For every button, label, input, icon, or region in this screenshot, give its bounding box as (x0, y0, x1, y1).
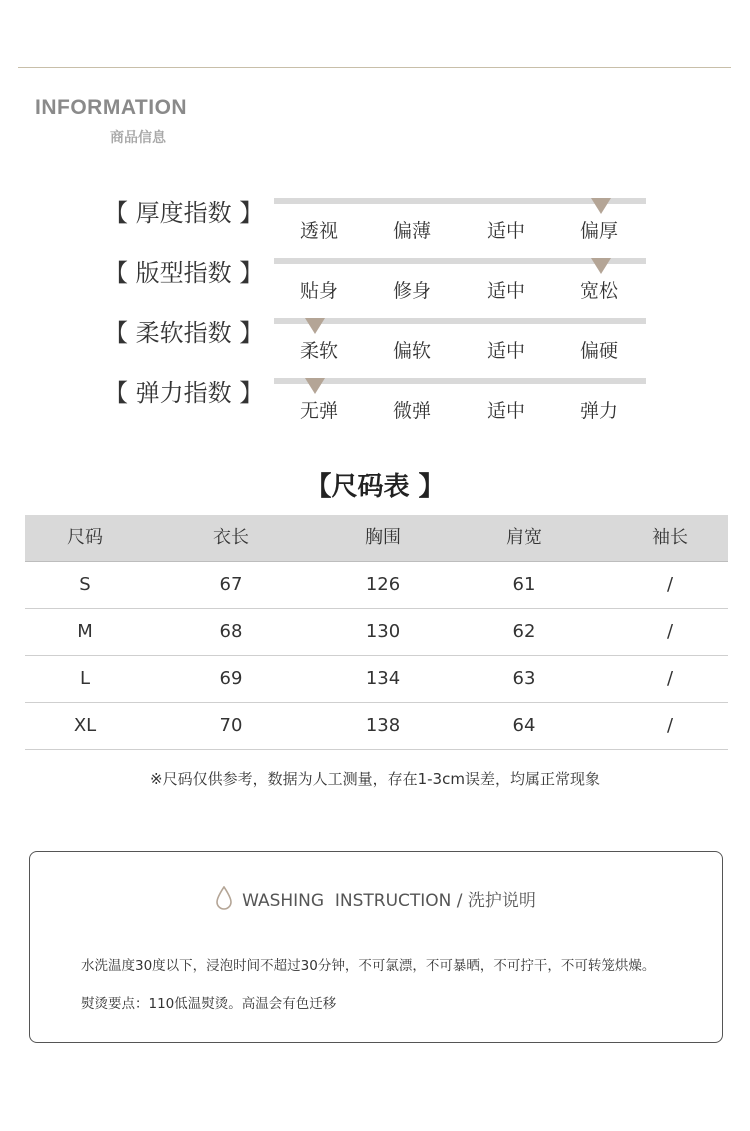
index-option: 柔软 (300, 340, 339, 362)
water-drop-icon (216, 886, 232, 915)
index-option: 弹力 (580, 400, 619, 422)
table-cell: 130 (365, 621, 401, 642)
table-cell: S (79, 574, 91, 595)
index-option: 偏硬 (580, 340, 619, 362)
table-cell: 64 (512, 715, 536, 736)
table-cell: XL (73, 715, 97, 736)
table-cell: M (77, 621, 93, 642)
table-cell: 62 (512, 621, 536, 642)
table-cell: / (666, 715, 674, 736)
top-divider (18, 67, 731, 68)
size-note: ※尺码仅供参考，数据为人工测量，存在1-3cm误差，均属正常现象 (150, 770, 600, 788)
index-option: 偏薄 (393, 220, 432, 242)
index-label: 【 弹力指数 】 (104, 379, 264, 407)
washing-line-2: 熨烫要点：110低温熨烫。高温会有色迁移 (81, 996, 337, 1012)
table-cell: 69 (219, 668, 243, 689)
index-label: 【 厚度指数 】 (104, 199, 264, 227)
table-header-row (25, 515, 728, 562)
washing-line-1: 水洗温度30度以下，浸泡时间不超过30分钟，不可氯漂，不可暴晒，不可拧干，不可转笼烘燥。 (81, 958, 656, 974)
table-cell: 68 (219, 621, 243, 642)
table-cell: 61 (512, 574, 536, 595)
table-cell: / (666, 668, 674, 689)
table-row (25, 609, 728, 656)
table-cell: 126 (365, 574, 401, 595)
index-bar (274, 378, 646, 384)
size-table (25, 515, 728, 750)
table-cell: 67 (219, 574, 243, 595)
table-header-cell: 肩宽 (506, 527, 542, 548)
washing-header (30, 886, 722, 915)
table-row (25, 562, 728, 609)
index-marker (591, 258, 611, 274)
table-cell: 138 (365, 715, 401, 736)
table-cell: 63 (512, 668, 536, 689)
index-option: 适中 (487, 400, 526, 422)
table-header-cell: 胸围 (365, 527, 401, 548)
index-option: 修身 (393, 280, 432, 302)
index-marker (305, 318, 325, 334)
table-cell: / (666, 574, 674, 595)
index-row-fit (0, 258, 750, 318)
table-row (25, 703, 728, 750)
index-option: 微弹 (393, 400, 432, 422)
table-cell: L (79, 668, 91, 689)
washing-title: WASHING INSTRUCTION / 洗护说明 (242, 891, 536, 911)
table-header-cell: 衣长 (213, 527, 249, 548)
index-option: 适中 (487, 280, 526, 302)
washing-box (29, 851, 723, 1043)
index-option: 透视 (300, 220, 339, 242)
table-cell: / (666, 621, 674, 642)
index-row-thickness (0, 198, 750, 258)
table-header-cell: 尺码 (67, 527, 103, 548)
index-label: 【 柔软指数 】 (104, 319, 264, 347)
table-cell: 70 (219, 715, 243, 736)
index-label: 【 版型指数 】 (104, 259, 264, 287)
index-option: 适中 (487, 220, 526, 242)
info-subtitle: 商品信息 (110, 130, 166, 146)
table-cell: 134 (365, 668, 401, 689)
index-row-elasticity (0, 378, 750, 438)
table-header-cell: 袖长 (652, 527, 688, 548)
size-chart-title: 【尺码表 】 (305, 472, 445, 502)
index-option: 偏厚 (580, 220, 619, 242)
index-option: 贴身 (300, 280, 339, 302)
index-option: 偏软 (393, 340, 432, 362)
info-title: INFORMATION (35, 96, 188, 119)
index-option: 无弹 (300, 400, 339, 422)
table-row (25, 656, 728, 703)
index-option: 适中 (487, 340, 526, 362)
index-row-softness (0, 318, 750, 378)
index-option: 宽松 (580, 280, 619, 302)
index-marker (591, 198, 611, 214)
index-bar (274, 318, 646, 324)
index-marker (305, 378, 325, 394)
